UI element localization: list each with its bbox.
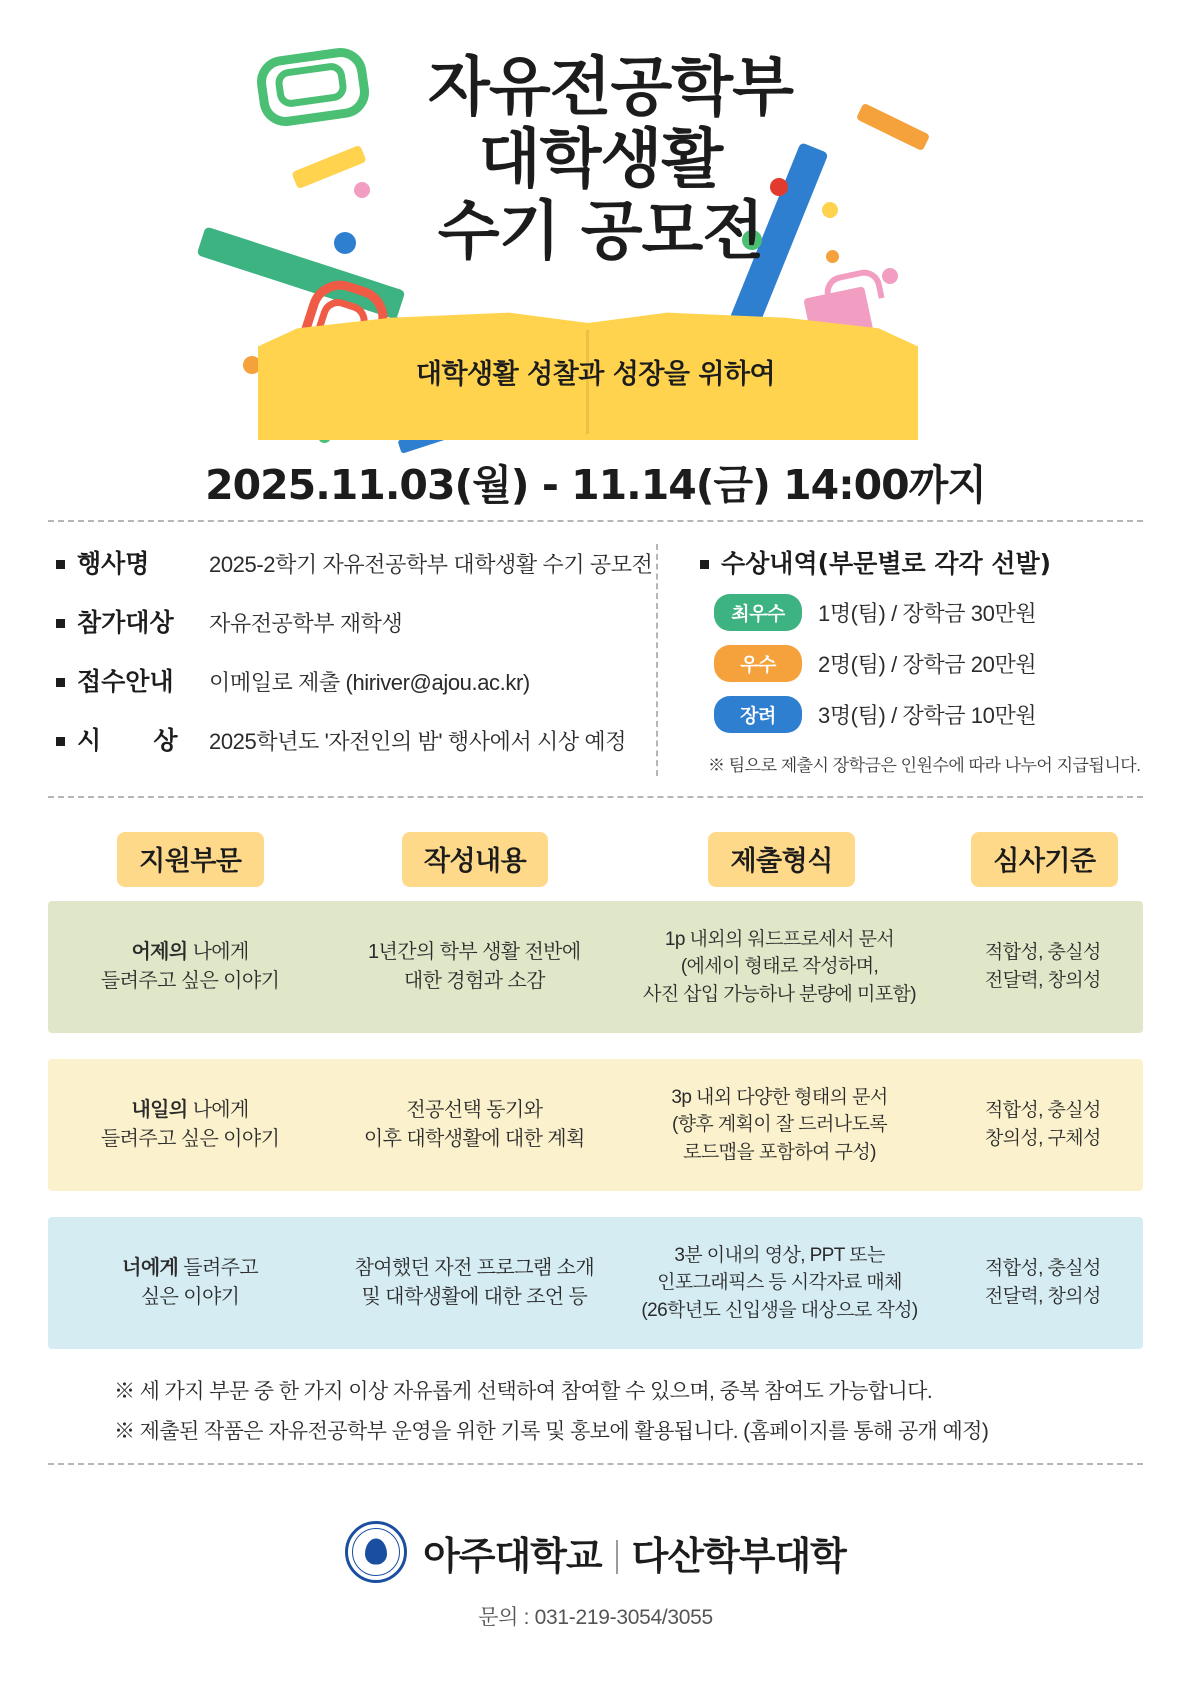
table-header-cell: [617, 832, 946, 887]
category-emphasis: 너에게: [122, 1257, 179, 1279]
info-value: 자유전공학부 재학생: [209, 611, 403, 636]
table-cell-criteria: 적합성, 충실성 전달력, 창의성: [984, 1258, 1101, 1307]
info-value: 2025학년도 '자전인의 밤' 행사에서 시상 예정: [209, 729, 627, 754]
info-value: 2025-2학기 자유전공학부 대학생활 수기 공모전: [209, 552, 653, 577]
ajou-university-logo-icon: [345, 1521, 407, 1583]
info-row-awarding: [56, 721, 656, 757]
table-cell-category: [48, 1084, 332, 1166]
categories-table: [48, 832, 1143, 1349]
table-header-cell: [48, 832, 333, 887]
info-left-column: [48, 544, 656, 776]
title-line-2: 대학생활: [478, 123, 723, 198]
table-header-label: 지원부문: [117, 832, 263, 887]
footer-divider: [616, 1540, 618, 1574]
info-row-participants: [56, 603, 656, 639]
note-item: ※ 제출된 작품은 자유전공학부 운영을 위한 기록 및 홍보에 활용됩니다. (홈페이지를 통해 공개 예정): [114, 1420, 989, 1443]
table-cell-category: [48, 1242, 332, 1324]
title-line-3: 수기 공모전: [437, 194, 764, 269]
table-header-cell: [333, 832, 618, 887]
note-item: ※ 세 가지 부문 중 한 가지 이상 자유롭게 선택하여 참여할 수 있으며, 중복 참여도 가능합니다.: [114, 1380, 933, 1403]
notes-section: [48, 1375, 1143, 1445]
award-row-best: [714, 594, 1143, 631]
event-period: 2025.11.03(월) - 11.14(금) 14:00까지: [205, 461, 986, 509]
category-rest: 나에게 들려주고 싶은 이야기: [100, 1099, 280, 1150]
table-header-row: [48, 832, 1143, 887]
square-bullet-icon: [56, 560, 65, 569]
contact-info: 문의 : 031-219-3054/3055: [478, 1606, 713, 1629]
award-detail: 3명(팀) / 장학금 10만원: [818, 703, 1037, 728]
table-cell-criteria: 적합성, 충실성 창의성, 구체성: [984, 1100, 1101, 1149]
award-badge: 장려: [714, 696, 802, 733]
info-row-submission: [56, 662, 656, 698]
info-value: 이메일로 제출 (hiriver@ajou.ac.kr): [209, 670, 530, 695]
category-emphasis: 어제의: [131, 941, 188, 963]
square-bullet-icon: [700, 560, 709, 569]
table-header-label: 심사기준: [971, 832, 1117, 887]
table-cell-format: 1p 내외의 워드프로세서 문서 (에세이 형태로 작성하며, 사진 삽입 가능하나 분량에 미포함): [642, 928, 916, 1005]
table-cell-content: 1년간의 학부 생활 전반에 대한 경험과 소감: [368, 941, 581, 992]
award-row-excellent: [714, 645, 1143, 682]
table-cell-criteria: 적합성, 충실성 전달력, 창의성: [984, 942, 1101, 991]
divider-info-bottom: [48, 796, 1143, 798]
poster-footer: [0, 1495, 1191, 1631]
award-row-encouragement: [714, 696, 1143, 733]
table-cell-format: 3p 내외 다양한 형태의 문서 (향후 계획이 잘 드러나도록 로드맵을 포함하여 구성): [671, 1086, 888, 1163]
award-section-title: 수상내역(부문별로 각각 선발): [721, 549, 1052, 578]
category-rest: 들려주고 싶은 이야기: [140, 1257, 259, 1308]
title-line-1: 자유전공학부: [428, 51, 793, 126]
table-header-cell: [946, 832, 1143, 887]
subtitle: 대학생활 성찰과 성장을 위하여: [415, 359, 776, 390]
page-title: [0, 53, 1191, 268]
award-detail: 2명(팀) / 장학금 20만원: [818, 652, 1037, 677]
table-header-label: 제출형식: [708, 832, 854, 887]
table-row: [48, 901, 1143, 1033]
square-bullet-icon: [56, 737, 65, 746]
category-rest: 나에게 들려주고 싶은 이야기: [100, 941, 280, 992]
divider-footer: [48, 1463, 1143, 1465]
table-row: [48, 1217, 1143, 1349]
info-label: 참가대상: [77, 608, 174, 637]
square-bullet-icon: [56, 619, 65, 628]
award-note: ※ 팀으로 제출시 장학금은 인원수에 따라 나누어 지급됩니다.: [708, 756, 1141, 775]
table-cell-format: 3분 이내의 영상, PPT 또는 인포그래픽스 등 시각자료 매체 (26학년도 신입생을 대상으로 작성): [641, 1244, 918, 1321]
table-header-label: 작성내용: [402, 832, 548, 887]
table-cell-category: [48, 926, 332, 1008]
table-cell-content: 전공선택 동기와 이후 대학생활에 대한 계획: [363, 1099, 585, 1150]
decor-dot-pink-small: [882, 268, 898, 284]
info-row-event-name: [56, 544, 656, 580]
college-name: 다산학부대학: [631, 1533, 846, 1578]
award-detail: 1명(팀) / 장학금 30만원: [818, 601, 1037, 626]
university-name: 아주대학교: [423, 1533, 602, 1578]
poster-hero: [0, 0, 1191, 520]
info-label: 접수안내: [77, 667, 174, 696]
table-row: [48, 1059, 1143, 1191]
info-right-column: [656, 544, 1143, 776]
square-bullet-icon: [56, 678, 65, 687]
info-label: 시 상: [77, 726, 178, 755]
info-section: [48, 522, 1143, 796]
award-badge: 우수: [714, 645, 802, 682]
award-badge: 최우수: [714, 594, 802, 631]
info-label: 행사명: [77, 549, 150, 578]
category-emphasis: 내일의: [131, 1099, 188, 1121]
table-cell-content: 참여했던 자전 프로그램 소개 및 대학생활에 대한 조언 등: [354, 1257, 595, 1308]
